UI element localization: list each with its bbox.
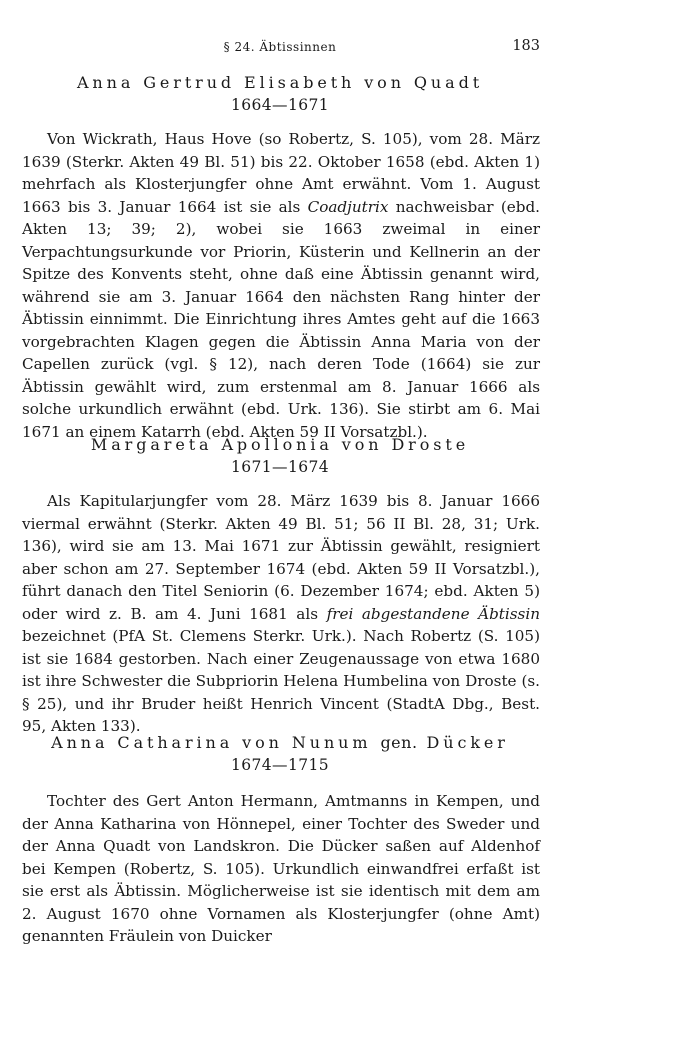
entry-dates: 1671—1674 [231, 458, 329, 476]
entry-name: Anna Gertrud Elisabeth von Quadt [76, 73, 484, 92]
entry-paragraph [22, 490, 540, 738]
entry-name-connector: gen. [380, 733, 418, 752]
entry-name: Margareta Apollonia von Droste [90, 435, 470, 454]
entry-dates: 1664—1671 [231, 96, 329, 114]
page-number: 183 [512, 38, 540, 54]
entry-text-duecker [22, 790, 540, 948]
text-run: Von Wickrath, Haus Hove (so Robertz, S. 105), vom 28. März 1639 (Sterkr. Akten 49 Bl. 51) bis 22. Oktober 1658 (ebd. Akten 1) mehrfach als Klosterjungfer ohne Amt erwähnt. Vom 1. August 1663 bis 3. Januar 1664 ist sie als [22, 130, 540, 216]
entry-text-droste [22, 490, 540, 738]
entry-heading-duecker [20, 732, 540, 776]
entry-heading-quadt [20, 72, 540, 116]
text-run: Als Kapitularjungfer vom 28. März 1639 bis 8. Januar 1666 viermal erwähnt (Sterkr. Akten 49 Bl. 51; 56 II Bl. 28, 31; Urk. 136), wird sie am 13. Mai 1671 zur Äbtissin gewählt, resigniert aber schon am 27. September 1674 (ebd. Akten 59 II Vorsatzbl.), führt danach den Titel Seniorin (6. Dezember 1674; ebd. Akten 5) oder wird z. B. am 4. Juni 1681 als [22, 492, 540, 623]
entry-name-main: Anna Catharina von Nunum [51, 733, 372, 752]
running-head [0, 38, 700, 60]
text-run: nachweisbar (ebd. Akten 13; 39; 2), wobei sie 1663 zweimal in einer Verpachtungsurkunde vor Priorin, Küsterin und Kellnerin an der Spitze des Konvents steht, ohne daß eine Äbtissin genannt wird, während sie am 3. Januar 1664 den nächsten Rang hinter der Äbtissin einnimmt. Die Einrichtung ihres Amtes geht auf die 1663 vorgebrachten Klagen gegen die Äbtissin Anna Maria von der Capellen zurück (vgl. § 12), nach deren Tode (1664) sie zur Äbtissin gewählt wird, zum erstenmal am 8. Januar 1666 als solche urkundlich erwähnt (ebd. Urk. 136). Sie stirbt am 6. Mai 1671 an einem Katarrh (ebd. Akten 59 II Vorsatzbl.). [22, 197, 540, 441]
text-run: bezeichnet (PfA St. Clemens Sterkr. Urk.). Nach Robertz (S. 105) ist sie 1684 gestorben. Nach einer Zeugenaussage von etwa 1680 ist ihre Schwester die Subpriorin Helena Humbelina von Droste (s. § 25), und ihr Bruder heißt Henrich Vincent (StadtA Dbg., Best. 95, Akten 133). [22, 627, 540, 735]
entry-text-quadt [22, 128, 540, 443]
entry-paragraph: Tochter des Gert Anton Hermann, Amtmanns in Kempen, und der Anna Katharina von Hönnepel, einer Tochter des Sweder und der Anna Quadt von Landskron. Die Dücker saßen auf Aldenhof bei Kempen (Robertz, S. 105). Urkundlich einwandfrei erfaßt ist sie erst als Äbtissin. Möglicherweise ist sie identisch mit dem am 2. August 1670 ohne Vornamen als Klosterjungfer (ohne Amt) genannten Fräulein von Duicker [22, 792, 540, 945]
entry-name-end: Dücker [426, 733, 509, 752]
entry-heading-droste [20, 434, 540, 478]
italic-term: Coadjutrix [307, 197, 389, 216]
italic-term: frei abgestandene Äbtissin [326, 604, 540, 623]
entry-name [20, 732, 540, 754]
running-head-title: § 24. Äbtissinnen [223, 40, 337, 54]
entry-dates: 1674—1715 [231, 756, 329, 774]
entry-paragraph [22, 128, 540, 443]
